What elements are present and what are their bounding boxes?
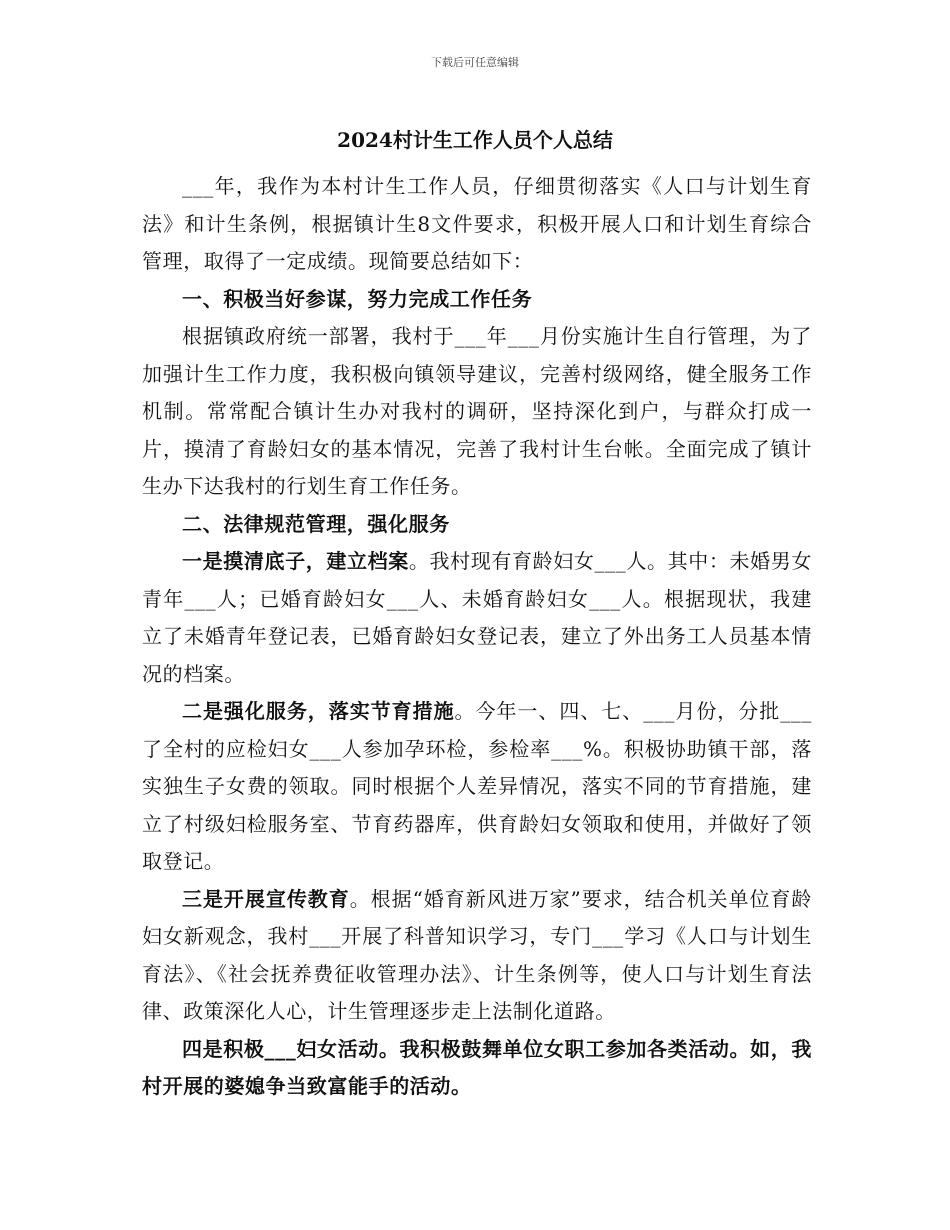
item-1-paragraph <box>142 543 812 693</box>
item-1-lead: 一是摸清底子，建立档案 <box>182 549 409 573</box>
intro-paragraph: ___年，我作为本村计生工作人员，仔细贯彻落实《人口与计划生育法》和计生条例，根据镇计生8文件要求，积极开展人口和计划生育综合管理，取得了一定成绩。现简要总结如下： <box>142 174 812 273</box>
section-heading-2: 二、法律规范管理，强化服务 <box>182 511 450 536</box>
section-1-paragraph: 根据镇政府统一部署，我村于___年___月份实施计生自行管理，为了加强计生工作力度，我积极向镇领导建议，完善村级网络，健全服务工作机制。常常配合镇计生办对我村的调研，坚持深化到户，与群众打成一片，摸清了育龄妇女的基本情况，完善了我村计生台帐。全面完成了镇计生办下达我村的行划生育工作任务。 <box>142 324 812 498</box>
item-2-lead: 二是强化服务，落实节育措施 <box>182 699 455 723</box>
page-header-note: 下载后可任意编辑 <box>431 56 519 69</box>
document-title: 2024村计生工作人员个人总结 <box>337 128 613 152</box>
item-3-lead: 三是开展宣传教育 <box>182 886 350 911</box>
item-2-text: 。今年一、四、七、___月份，分批___了全村的应检妇女___人参加孕环检，参检率___%。积极协助镇干部，落实独生子女费的领取。同时根据个人差异情况，落实不同的节育措施，建立了村级妇检服务室、节育药器库，供育龄妇女领取和使用，并做好了领取登记。 <box>142 699 812 873</box>
item-3-paragraph <box>142 881 812 1031</box>
item-1-text: 。我村现有育龄妇女___人。其中：未婚男女青年___人；已婚育龄妇女___人、未婚育龄妇女___人。根据现状，我建立了未婚青年登记表，已婚育龄妇女登记表，建立了外出务工人员基本情况的档案。 <box>142 549 812 686</box>
item-3-text: 。根据“婚育新风进万家”要求，结合机关单位育龄妇女新观念，我村___开展了科普知识学习，专门___学习《人口与计划生育法》、《社会抚养费征收管理办法》、计生条例等，使人口与计划生育法律、政策深化人心，计生管理逐步走上法制化道路。 <box>142 886 812 1023</box>
item-4-paragraph: 四是积极___妇女活动。我积极鼓舞单位女职工参加各类活动。如，我村开展的婆媳争当致富能手的活动。 <box>142 1036 812 1098</box>
section-heading-1: 一、积极当好参谋，努力完成工作任务 <box>182 286 533 311</box>
document-body <box>142 168 812 1106</box>
item-2-paragraph <box>142 693 812 881</box>
